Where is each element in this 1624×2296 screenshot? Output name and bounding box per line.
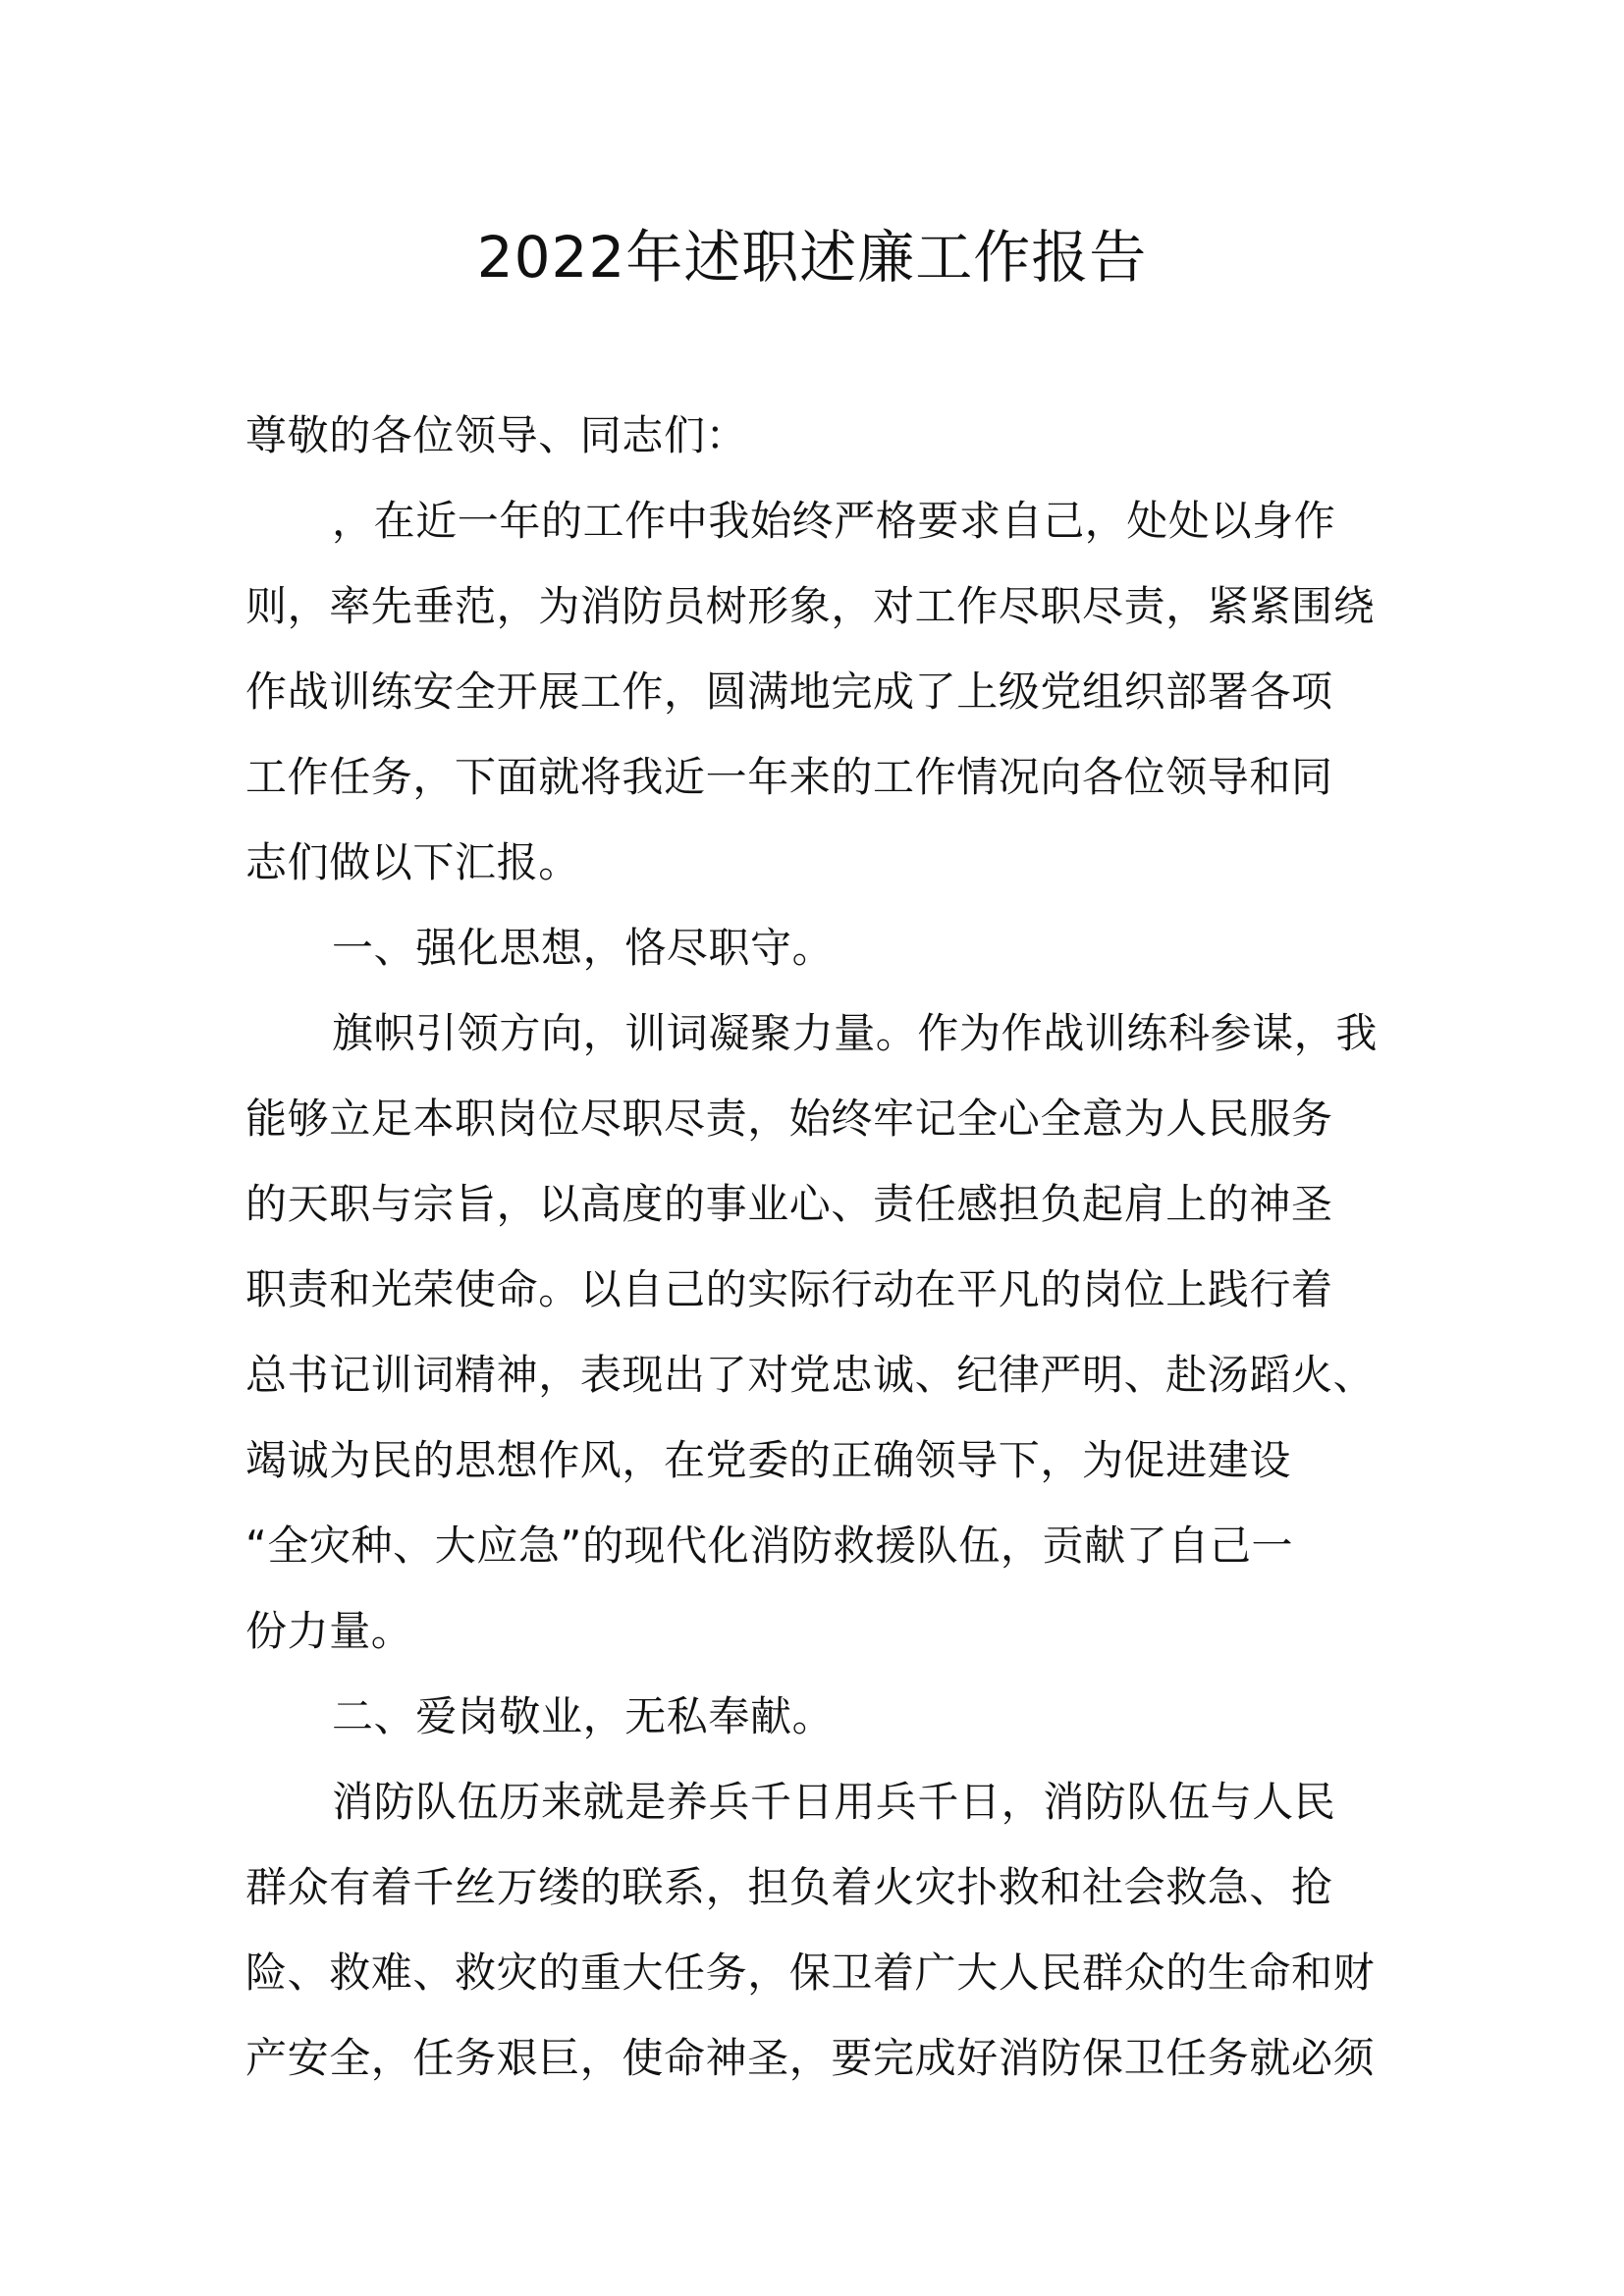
document-title: 2022年述职述廉工作报告 bbox=[476, 224, 1148, 291]
text-line: 能够立足本职岗位尽职尽责，始终牢记全心全意为人民服务 bbox=[245, 1095, 1333, 1143]
text-line: 则，率先垂范，为消防员树形象，对工作尽职尽责，紧紧围绕 bbox=[245, 582, 1376, 630]
text-line: 份力量。 bbox=[245, 1607, 413, 1655]
text-line: 旗帜引领方向，训词凝聚力量。作为作战训练科参谋，我 bbox=[332, 1009, 1379, 1057]
text-line: 总书记训词精神，表现出了对党忠诚、纪律严明、赴汤蹈火、 bbox=[245, 1351, 1376, 1399]
text-line: 二、爱岗敬业，无私奉献。 bbox=[332, 1692, 835, 1740]
text-line: “全灾种、大应急”的现代化消防救援队伍，贡献了自己一 bbox=[245, 1522, 1294, 1570]
text-line: 职责和光荣使命。以自己的实际行动在平凡的岗位上践行着 bbox=[245, 1265, 1333, 1313]
text-line: 作战训练安全开展工作，圆满地完成了上级党组织部署各项 bbox=[245, 667, 1333, 716]
text-line: 竭诚为民的思想作风，在党委的正确领导下，为促进建设 bbox=[245, 1436, 1292, 1484]
document-body bbox=[245, 393, 1384, 2101]
text-line: 消防队伍历来就是养兵千日用兵千日，消防队伍与人民 bbox=[332, 1778, 1336, 1826]
text-line: 险、救难、救灾的重大任务，保卫着广大人民群众的生命和财 bbox=[245, 1949, 1376, 1997]
text-line: 群众有着千丝万缕的联系，担负着火灾扑救和社会救急、抢 bbox=[245, 1863, 1333, 1911]
text-line: 产安全，任务艰巨，使命神圣，要完成好消防保卫任务就必须 bbox=[245, 2034, 1376, 2082]
text-line: 工作任务，下面就将我近一年来的工作情况向各位领导和同 bbox=[245, 753, 1333, 801]
text-line: 志们做以下汇报。 bbox=[245, 838, 580, 886]
text-line: 尊敬的各位领导、同志们： bbox=[245, 411, 748, 459]
text-line: 的天职与宗旨，以高度的事业心、责任感担负起肩上的神圣 bbox=[245, 1180, 1333, 1228]
text-line: 一、强化思想，恪尽职守。 bbox=[332, 924, 835, 972]
text-line: ，在近一年的工作中我始终严格要求自己，处处以身作 bbox=[332, 497, 1336, 545]
